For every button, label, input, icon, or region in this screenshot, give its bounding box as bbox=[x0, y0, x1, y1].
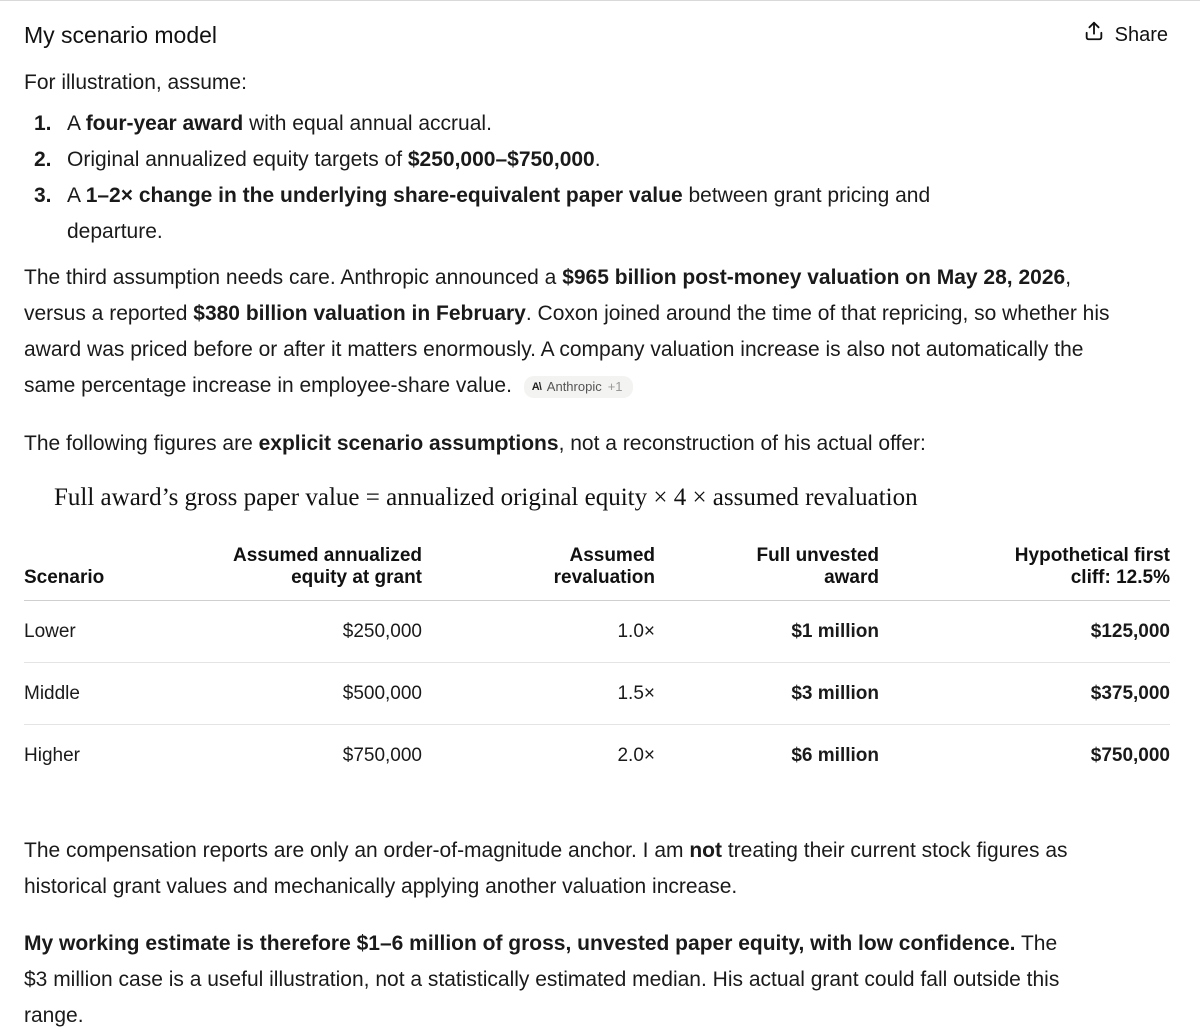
cell-scenario: Lower bbox=[24, 620, 76, 642]
cell-equity: $750,000 bbox=[184, 725, 422, 787]
paragraph-bold-text: $380 billion valuation in February bbox=[193, 302, 526, 325]
paragraph-text: The $3 million case is a useful illustration, not a statistically estimated median. His actual grant could fall outside this range. bbox=[24, 931, 1060, 1027]
cell-revaluation: 1.0× bbox=[617, 620, 655, 642]
list-item bbox=[24, 178, 1174, 250]
cell-award: $3 million bbox=[655, 663, 879, 725]
list-number: 1. bbox=[34, 112, 52, 135]
cell-award: $6 million bbox=[655, 725, 879, 787]
share-upload-icon bbox=[1083, 20, 1105, 50]
table-header-row bbox=[24, 545, 1170, 601]
list-text: with equal annual accrual. bbox=[243, 112, 492, 135]
paragraph-bold-text: not bbox=[689, 838, 723, 862]
list-number: 3. bbox=[34, 184, 52, 207]
paragraph-text: . Coxon joined around the time of that repricing, so whether his award was priced before or after it matters enormously. A company valuation increase is also not automatically the same percentage increase in employee-share value. bbox=[24, 302, 1110, 397]
share-button[interactable] bbox=[1083, 21, 1168, 49]
cell-scenario: Higher bbox=[24, 725, 184, 787]
cell-equity: $500,000 bbox=[184, 663, 422, 725]
list-text: A bbox=[67, 112, 86, 135]
paragraph-bold-text: explicit scenario assumptions bbox=[258, 432, 559, 455]
paragraph-text: , versus a reported bbox=[24, 266, 1072, 325]
cell-award: $1 million bbox=[791, 620, 879, 642]
valuation-paragraph bbox=[24, 260, 1174, 404]
paragraph-text: The following figures are bbox=[24, 432, 259, 455]
paragraph-text: treating their current stock figures as historical grant values and mechanically applying another valuation increase. bbox=[24, 838, 1068, 898]
cell-cliff: $375,000 bbox=[879, 663, 1170, 725]
list-item bbox=[24, 142, 1174, 178]
paragraph-bold-text: My working estimate is therefore $1–6 million of gross, unvested paper equity, with low confidence. bbox=[24, 931, 1016, 955]
assumptions-list bbox=[24, 106, 1174, 250]
column-header-cliff: Hypothetical first cliff: 12.5% bbox=[879, 545, 1170, 601]
estimate-paragraph bbox=[24, 926, 1174, 1034]
share-label: Share bbox=[1114, 24, 1168, 46]
cell-cliff: $125,000 bbox=[1090, 620, 1170, 642]
intro-text: For illustration, assume: bbox=[24, 71, 247, 94]
list-text: between grant pricing and departure. bbox=[67, 184, 931, 243]
paragraph-text: The compensation reports are only an order-of-magnitude anchor. I am bbox=[24, 838, 690, 862]
list-bold-text: four-year award bbox=[85, 112, 244, 135]
cell-revaluation: 2.0× bbox=[422, 725, 655, 787]
list-number: 2. bbox=[34, 148, 52, 171]
response-body bbox=[24, 65, 1174, 1034]
citation-extra-count: +1 bbox=[607, 379, 623, 394]
list-bold-text: $250,000–$750,000 bbox=[407, 148, 595, 171]
cell-scenario: Middle bbox=[24, 663, 184, 725]
table-row bbox=[24, 725, 1170, 787]
cell-revaluation: 1.5× bbox=[422, 663, 655, 725]
list-bold-text: 1–2× change in the underlying share-equivalent paper value bbox=[85, 184, 683, 207]
column-header-equity: Assumed annualized equity at grant bbox=[184, 545, 422, 601]
page-title: My scenario model bbox=[24, 22, 218, 48]
cell-cliff: $750,000 bbox=[879, 725, 1170, 787]
column-header-revaluation: Assumed revaluation bbox=[422, 545, 655, 601]
compensation-paragraph bbox=[24, 833, 1174, 905]
anthropic-logo-icon: A\ bbox=[531, 381, 541, 393]
list-item bbox=[24, 106, 1174, 142]
list-text: A bbox=[67, 184, 86, 207]
list-text: Original annualized equity targets of bbox=[67, 148, 408, 171]
response-header bbox=[24, 15, 1170, 55]
paragraph-text: , not a reconstruction of his actual offer: bbox=[558, 432, 926, 455]
table-row bbox=[24, 663, 1170, 725]
formula: Full award’s gross paper value = annualized original equity × 4 × assumed revaluation bbox=[54, 484, 918, 511]
list-text: . bbox=[594, 148, 601, 171]
citation-label: Anthropic bbox=[546, 379, 602, 394]
column-header-scenario: Scenario bbox=[24, 545, 184, 601]
paragraph-text: The third assumption needs care. Anthropic announced a bbox=[24, 266, 563, 289]
cell-equity: $250,000 bbox=[342, 620, 422, 642]
citation-chip[interactable] bbox=[524, 376, 633, 398]
paragraph-bold-text: $965 billion post-money valuation on May 28, 2026 bbox=[562, 266, 1066, 289]
following-paragraph bbox=[24, 426, 1174, 462]
scenario-table bbox=[24, 545, 1170, 787]
table-row bbox=[24, 601, 1170, 663]
column-header-award: Full unvested award bbox=[655, 545, 879, 601]
